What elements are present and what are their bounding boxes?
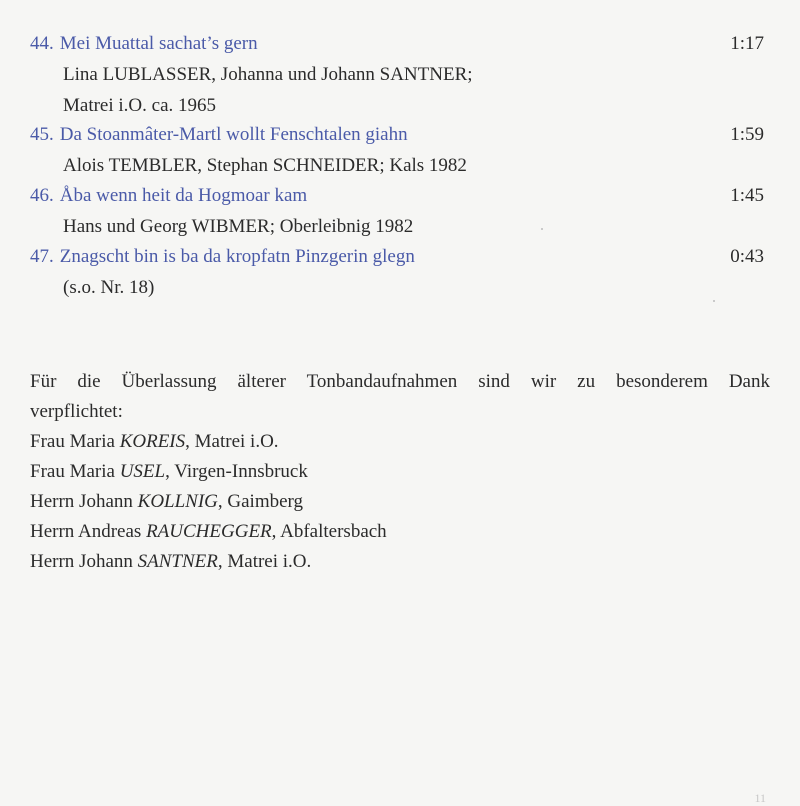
acknowledgements	[30, 367, 770, 577]
acknowledged-person	[30, 487, 770, 517]
track-credit: Alois TEMBLER, Stephan SCHNEIDER; Kals 1982	[63, 155, 467, 176]
person-prefix: Frau Maria	[30, 461, 120, 482]
person-surname: USEL	[119, 461, 166, 482]
person-surname: SANTNER	[137, 551, 218, 572]
person-prefix: Herrn Johann	[30, 551, 138, 572]
track-credit: Matrei i.O. ca. 1965	[63, 95, 217, 116]
track-number: 47.	[30, 246, 54, 267]
scan-speck	[541, 228, 543, 230]
track-title-row	[30, 120, 770, 150]
person-place: , Matrei i.O.	[217, 551, 312, 572]
track-duration: 1:17	[730, 33, 764, 54]
person-place: , Virgen-Innsbruck	[165, 461, 308, 482]
acknowledged-person	[30, 427, 770, 457]
acknowledgement-intro: Für die Überlassung älterer Tonbandaufnahmen sind wir zu besonderem Dank	[30, 371, 770, 392]
track-entry	[30, 120, 770, 181]
track-title: Mei Muattal sachat’s gern	[59, 33, 258, 54]
track-number: 44.	[30, 33, 54, 54]
acknowledged-person	[30, 457, 770, 487]
person-prefix: Frau Maria	[30, 431, 120, 452]
track-entry	[30, 29, 770, 121]
track-title-row	[30, 242, 770, 272]
person-place: , Matrei i.O.	[185, 431, 279, 452]
track-title-row	[30, 181, 770, 211]
person-place: , Gaimberg	[217, 491, 304, 512]
track-credit: Lina LUBLASSER, Johanna und Johann SANTNER;	[63, 64, 473, 85]
track-title: Da Stoanmâter-Martl wollt Fenschtalen giahn	[59, 124, 408, 145]
track-title: Åba wenn heit da Hogmoar kam	[59, 185, 308, 206]
person-place: , Abfaltersbach	[271, 521, 387, 542]
track-credit: (s.o. Nr. 18)	[63, 277, 155, 298]
track-title: Znagscht bin is ba da kropfatn Pinzgerin glegn	[59, 246, 415, 267]
track-credit: Hans und Georg WIBMER; Oberleibnig 1982	[63, 216, 414, 237]
track-title-row	[30, 29, 770, 59]
track-number: 46.	[30, 185, 54, 206]
track-duration: 0:43	[730, 246, 764, 267]
scan-speck	[713, 300, 715, 302]
person-prefix: Herrn Johann	[30, 491, 138, 512]
person-surname: KOREIS	[119, 431, 186, 452]
person-surname: KOLLNIG	[137, 491, 218, 512]
track-duration: 1:59	[730, 124, 764, 145]
page-number: 11	[754, 791, 766, 805]
person-surname: RAUCHEGGER	[146, 521, 272, 542]
acknowledgement-intro-continued: verpflichtet:	[30, 401, 123, 422]
track-duration: 1:45	[730, 185, 764, 206]
track-entry	[30, 181, 770, 242]
acknowledged-person	[30, 517, 770, 547]
person-prefix: Herrn Andreas	[30, 521, 147, 542]
track-entry	[30, 242, 770, 303]
acknowledged-person	[30, 547, 770, 577]
track-number: 45.	[30, 124, 54, 145]
